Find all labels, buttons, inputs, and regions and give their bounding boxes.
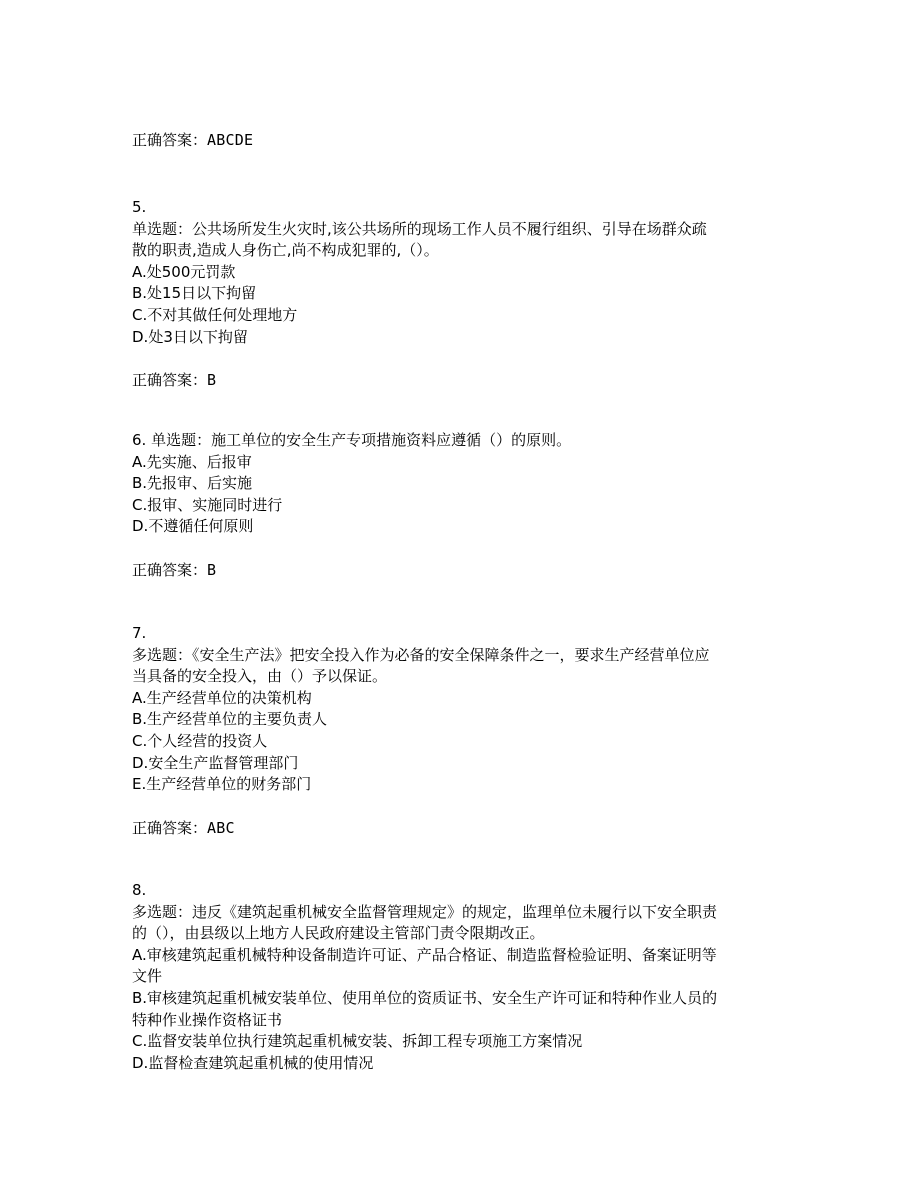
answer-line — [132, 560, 792, 582]
option-a-line: A.审核建筑起重机械特种设备制造许可证、产品合格证、制造监督检验证明、备案证明等 — [132, 945, 717, 964]
option-b: B.先报审、后实施 — [132, 474, 253, 493]
option-b-line: B.审核建筑起重机械安装单位、使用单位的资质证书、安全生产许可证和特种作业人员的 — [132, 988, 718, 1007]
question-stem: 单选题：施工单位的安全生产专项措施资料应遵循（）的原则。 — [151, 431, 572, 449]
option-a: A.先实施、后报审 — [132, 452, 252, 471]
question-6 — [132, 430, 792, 582]
answer-label: 正确答案： — [132, 371, 208, 390]
option-d: D.处3日以下拘留 — [132, 327, 248, 346]
question-stem-line: 当具备的安全投入，由（）予以保证。 — [132, 667, 388, 686]
option-b: B.生产经营单位的主要负责人 — [132, 710, 328, 729]
question-number: 7. — [132, 624, 147, 642]
question-stem-line: 散的职责,造成人身伤亡,尚不构成犯罪的,（）。 — [132, 241, 439, 260]
answer-value: ABCDE — [207, 131, 254, 149]
question-number: 6. — [132, 431, 147, 449]
question-number: 5. — [132, 198, 147, 216]
question-stem-line: 的（），由县级以上地方人民政府建设主管部门责令限期改正。 — [132, 924, 545, 943]
option-d: D.不遵循任何原则 — [132, 517, 254, 536]
option-c: C.个人经营的投资人 — [132, 731, 268, 750]
option-c: C.报审、实施同时进行 — [132, 495, 283, 514]
answer-line — [132, 818, 792, 840]
option-a-line: 文件 — [132, 967, 163, 986]
option-a: A.生产经营单位的决策机构 — [132, 688, 312, 707]
question-stem-line — [132, 430, 792, 452]
answer-value: B — [207, 371, 217, 390]
option-e: E.生产经营单位的财务部门 — [132, 775, 312, 794]
answer-line — [132, 370, 792, 392]
answer-label: 正确答案： — [132, 560, 208, 579]
question-number: 8. — [132, 881, 147, 899]
question-stem-line: 多选题：违反《建筑起重机械安全监督管理规定》的规定，监理单位未履行以下安全职责 — [132, 902, 718, 921]
option-a: A.处500元罚款 — [132, 262, 236, 281]
question-stem-line: 单选题：公共场所发生火灾时,该公共场所的现场工作人员不履行组织、引导在场群众疏 — [132, 219, 707, 238]
option-c-line: C.监督安装单位执行建筑起重机械安装、拆卸工程专项施工方案情况 — [132, 1032, 583, 1051]
option-c: C.不对其做任何处理地方 — [132, 305, 298, 324]
option-d-line: D.监督检查建筑起重机械的使用情况 — [132, 1053, 374, 1072]
answer-value: B — [207, 560, 217, 579]
answer-label: 正确答案： — [132, 818, 208, 837]
answer-line — [132, 130, 253, 152]
option-b-line: 特种作业操作资格证书 — [132, 1010, 283, 1029]
question-8 — [132, 880, 792, 1074]
answer-label: 正确答案： — [132, 131, 208, 149]
question-5 — [132, 197, 792, 392]
question-7 — [132, 623, 792, 839]
option-b: B.处15日以下拘留 — [132, 284, 257, 303]
option-d: D.安全生产监督管理部门 — [132, 753, 299, 772]
answer-value: ABC — [207, 818, 235, 837]
question-stem-line: 多选题：《安全生产法》把安全投入作为必备的安全保障条件之一，要求生产经营单位应 — [132, 645, 710, 664]
